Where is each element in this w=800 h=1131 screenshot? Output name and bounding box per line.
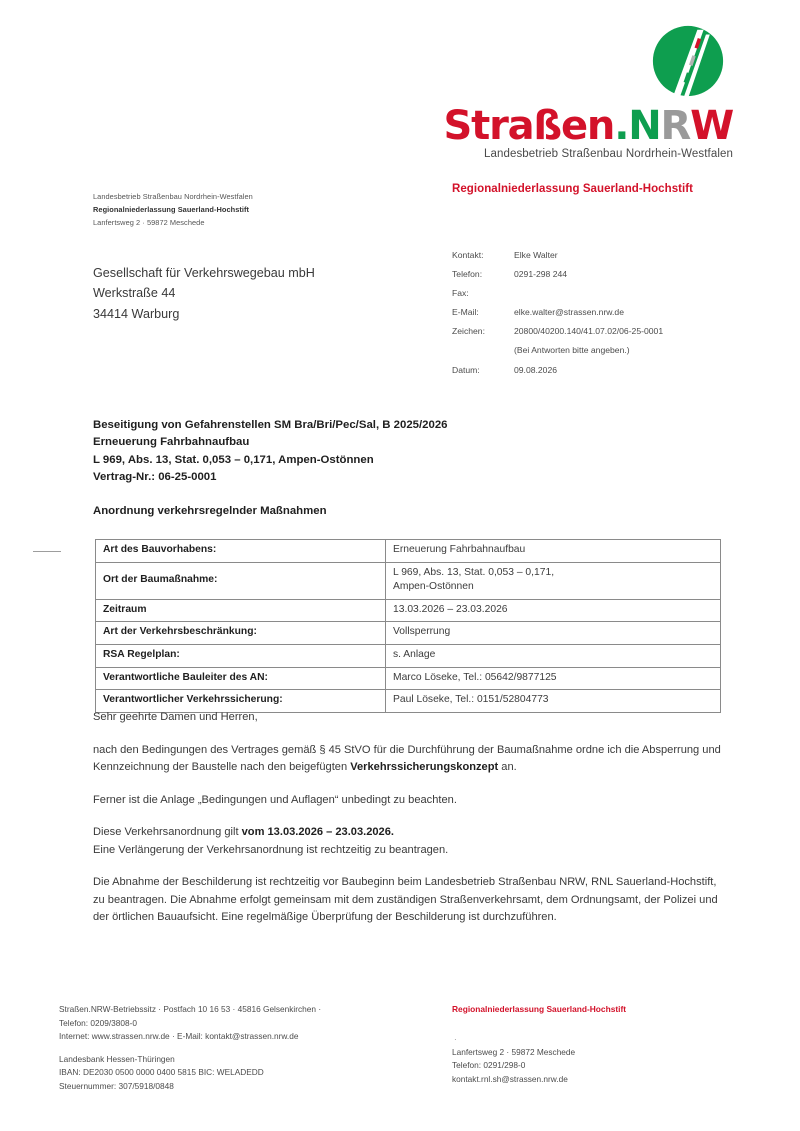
wordmark-dot: . (614, 103, 629, 149)
body-p3-line-2: Eine Verlängerung der Verkehrsanordnung ist rechtzeitig zu beantragen. (93, 843, 449, 856)
recipient-address-block (93, 263, 315, 324)
contact-label-zeichen: Zeichen: (452, 326, 485, 337)
footer-left-line-2: Telefon: 0209/3808-0 (59, 1017, 137, 1028)
body-p1-part-b: an. (498, 761, 517, 774)
recipient-company: Gesellschaft für Verkehrswegebau mbH (93, 266, 315, 280)
table-row (96, 599, 721, 622)
table-row (96, 645, 721, 668)
footer-right-dot: · (454, 1034, 457, 1044)
table-key: Zeitraum (96, 599, 386, 622)
wordmark-ssen: ßen (533, 103, 615, 149)
recipient-street: Werkstraße 44 (93, 286, 176, 301)
footer-left-taxnumber: Steuernummer: 307/5918/0848 (59, 1080, 174, 1091)
contact-label-telefon: Telefon: (452, 269, 483, 280)
table-key: Ort der Baumaßnahme: (96, 562, 386, 599)
table-value-line-1: L 969, Abs. 13, Stat. 0,053 – 0,171, (393, 566, 555, 578)
footer-left-spacer (59, 1044, 419, 1053)
recipient-city: 34414 Warburg (93, 306, 180, 321)
strassen-nrw-road-circle-icon (649, 22, 727, 100)
body-paragraph-3 (93, 824, 727, 859)
table-value: Erneuerung Fahrbahnaufbau (386, 540, 721, 563)
footer-left-bank: Landesbank Hessen-Thüringen (59, 1053, 175, 1064)
fold-mark (33, 551, 61, 552)
body-p1-part-a: nach den Bedingungen des Vertrages gemäß § 45 StVO für die Durchführung der Baumaßnahme ordne ich die Absperrung und Kennzeichnung der Baustelle nach den beigefügten (93, 743, 721, 774)
body-p1-bold: Verkehrssicherungskonzept (350, 761, 499, 774)
footer-left-line-1: Straßen.NRW-Betriebssitz · Postfach 10 16 53 · 45816 Gelsenkirchen · (59, 1004, 322, 1014)
wordmark-strassen: Stra (443, 103, 534, 149)
table-value-line-2: Ampen-Ostönnen (393, 581, 474, 593)
table-row (96, 622, 721, 645)
subject-line-2: Erneuerung Fahrbahnaufbau (93, 436, 250, 449)
contact-value-hint: (Bei Antworten bitte angeben.) (514, 345, 630, 356)
table-row (96, 540, 721, 563)
subject-line-3: L 969, Abs. 13, Stat. 0,053 – 0,171, Ampen-Ostönnen (93, 453, 374, 466)
table-value: Paul Löseke, Tel.: 0151/52804773 (386, 690, 721, 713)
body-paragraph-2: Ferner ist die Anlage „Bedingungen und Auflagen“ unbedingt zu beachten. (93, 793, 457, 806)
sender-line-street: Lanfertsweg 2 · 59872 Meschede (93, 217, 205, 227)
table-key: Verantwortliche Bauleiter des AN: (96, 667, 386, 690)
contact-value-kontakt: Elke Walter (514, 250, 558, 260)
footer-right-email: kontakt.rnl.sh@strassen.nrw.de (452, 1073, 568, 1084)
table-value: Marco Löseke, Tel.: 05642/9877125 (386, 667, 721, 690)
table-value (386, 562, 721, 599)
contact-row (452, 366, 663, 375)
contact-value-telefon: 0291-298 244 (514, 269, 568, 280)
contact-value-email: elke.walter@strassen.nrw.de (514, 307, 624, 318)
footer-right-column (452, 1003, 752, 1086)
contact-row (452, 308, 663, 317)
wordmark-r: R (660, 103, 691, 149)
table-key: Art des Bauvorhabens: (96, 540, 386, 563)
body-paragraph-1 (93, 742, 727, 777)
contact-label-email: E-Mail: (452, 307, 479, 318)
table-value: Vollsperrung (386, 622, 721, 645)
contact-row (452, 251, 663, 260)
body-salutation: Sehr geehrte Damen und Herren, (93, 711, 258, 723)
branch-heading: Regionalniederlassung Sauerland-Hochstift (452, 183, 694, 195)
contact-label-datum: Datum: (452, 364, 480, 375)
subject-line-4: Vertrag-Nr.: 06-25-0001 (93, 470, 217, 483)
contact-value-zeichen: 20800/40200.140/41.07.02/06-25-0001 (514, 326, 664, 337)
table-row (96, 562, 721, 599)
footer-right-heading: Regionalniederlassung Sauerland-Hochstift (452, 1004, 627, 1014)
contact-row (452, 346, 663, 355)
table-key: RSA Regelplan: (96, 645, 386, 668)
contact-row (452, 327, 663, 336)
sender-line-branch: Regionalniederlassung Sauerland-Hochstift (93, 204, 250, 214)
footer-right-phone: Telefon: 0291/298-0 (452, 1060, 526, 1071)
table-row (96, 667, 721, 690)
sender-address-block (93, 191, 253, 230)
contact-value-fax (514, 289, 663, 298)
footer-left-iban: IBAN: DE2030 0500 0000 0400 5815 BIC: WELADEDD (59, 1067, 264, 1078)
table-value: s. Anlage (386, 645, 721, 668)
contact-value-datum: 09.08.2026 (514, 364, 558, 375)
body-p3-bold: vom 13.03.2026 – 23.03.2026. (241, 826, 394, 839)
footer-left-line-3: Internet: www.strassen.nrw.de · E-Mail: kontakt@strassen.nrw.de (59, 1031, 299, 1042)
contact-label-empty (452, 346, 514, 355)
contact-row (452, 289, 663, 298)
measure-details-table (95, 539, 721, 713)
body-p3-part-a: Diese Verkehrsanordnung gilt (93, 826, 242, 839)
sender-line-org: Landesbetrieb Straßenbau Nordrhein-Westfalen (93, 192, 253, 201)
footer-right-address: Lanfertsweg 2 · 59872 Meschede (452, 1046, 576, 1057)
contact-info-block (452, 251, 663, 385)
subject-block (93, 417, 448, 486)
subject-action-heading: Anordnung verkehrsregelnder Maßnahmen (93, 505, 327, 517)
brand-subtitle: Landesbetrieb Straßenbau Nordrhein-Westfalen (483, 148, 733, 160)
contact-label-kontakt: Kontakt: (452, 250, 484, 260)
table-key: Art der Verkehrsbeschränkung: (96, 622, 386, 645)
letter-body (93, 709, 727, 942)
footer-left-column (59, 1003, 419, 1093)
brand-wordmark (443, 103, 733, 149)
contact-row (452, 270, 663, 279)
table-key: Verantwortlicher Verkehrssicherung: (96, 690, 386, 713)
wordmark-w: W (690, 103, 733, 149)
subject-line-1: Beseitigung von Gefahrenstellen SM Bra/Bri/Pec/Sal, B 2025/2026 (93, 419, 448, 431)
brand-logo-block (443, 22, 733, 160)
table-value: 13.03.2026 – 23.03.2026 (386, 599, 721, 622)
contact-label-fax: Fax: (452, 288, 469, 299)
body-paragraph-4: Die Abnahme der Beschilderung ist rechtzeitig vor Baubeginn beim Landesbetrieb Straßenbau NRW, RNL Sauerland-Hochstift, zu beantragen. Die Abnahme erfolgt gemeinsam mit dem zuständigen Straßenverkehrsamt, dem Ordnungsamt, der Polizei und der örtlichen Bauaufsicht. Eine regelmäßige Überprüfung der Beschilderung ist durchzuführen. (93, 876, 718, 924)
wordmark-n: N (628, 103, 661, 149)
